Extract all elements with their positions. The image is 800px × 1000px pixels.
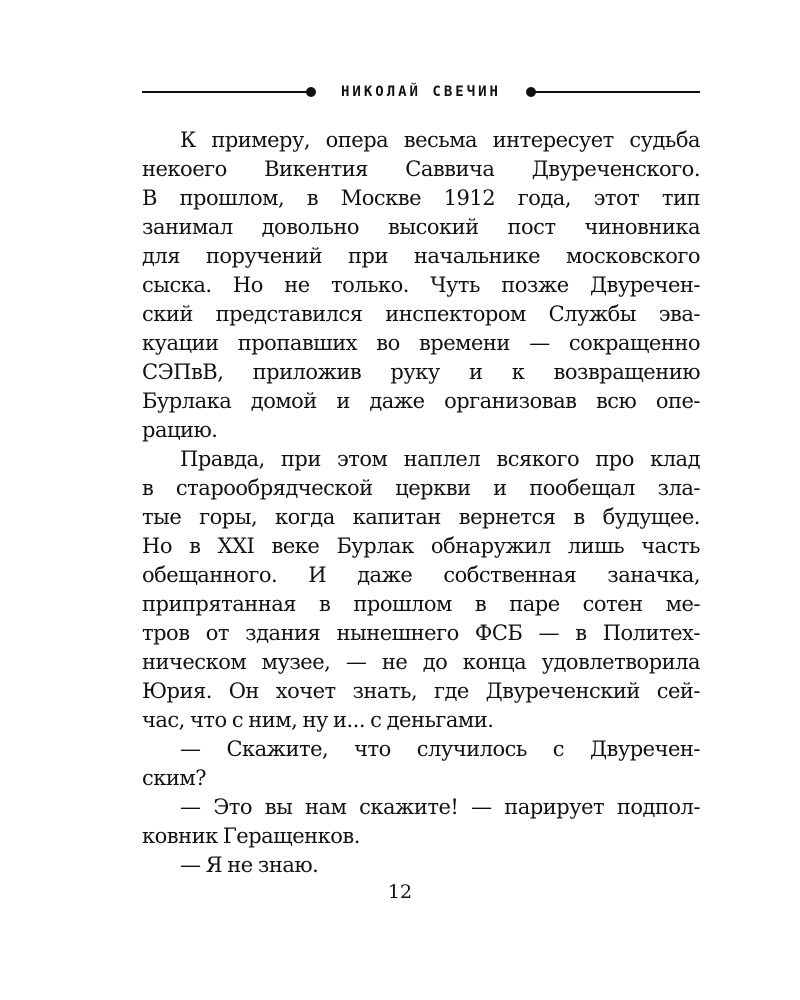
text-line: К примеру, опера весьма интересует судьба <box>180 128 700 152</box>
text-line: Бурлака домой и даже организовав всю опе- <box>142 389 700 413</box>
text-line: занимал довольно высокий пост чиновника <box>142 215 700 239</box>
text-line: час, что с ним, ну и... с деньгами. <box>142 708 494 732</box>
header-author: НИКОЛАЙ СВЕЧИН <box>340 84 501 100</box>
dialogue-line-2 <box>142 793 700 851</box>
text-line: тров от здания нынешнего ФСБ — в Политех- <box>142 621 700 645</box>
text-line: ковник Геращенков. <box>142 824 360 848</box>
text-line: ским? <box>142 766 206 790</box>
text-line: для поручений при начальнике московского <box>142 244 700 268</box>
text-line: — Это вы нам скажите! — парирует подпол- <box>180 795 700 819</box>
header-bullet-left <box>306 87 316 97</box>
text-line: некоего Викентия Саввича Двуреченского. <box>142 157 700 181</box>
paragraph-1 <box>142 126 700 445</box>
body-text <box>142 126 700 880</box>
text-line: — Я не знаю. <box>180 853 319 877</box>
text-line: Правда, при этом наплел всякого про клад <box>180 447 700 471</box>
text-line: — Скажите, что случилось с Двуречен- <box>180 737 700 761</box>
text-line: ническом музее, — не до конца удовлетворила <box>142 650 700 674</box>
text-line: тые горы, когда капитан вернется в будущее. <box>142 505 700 529</box>
header-rule-left <box>142 91 308 93</box>
running-header <box>142 82 700 102</box>
text-line: обещанного. И даже собственная заначка, <box>142 563 700 587</box>
text-line: СЭПвВ, приложив руку и к возвращению <box>142 360 700 384</box>
text-line: ский представился инспектором Службы эва- <box>142 302 700 326</box>
page-number: 12 <box>387 881 413 903</box>
dialogue-line-3 <box>142 851 700 880</box>
paragraph-2 <box>142 445 700 735</box>
text-line: Но в XXI веке Бурлак обнаружил лишь часть <box>142 534 700 558</box>
text-line: куации пропавших во времени — сокращенно <box>142 331 700 355</box>
text-line: В прошлом, в Москве 1912 года, этот тип <box>142 186 700 210</box>
text-line: в старообрядческой церкви и пообещал зла- <box>142 476 700 500</box>
text-line: рацию. <box>142 418 218 442</box>
text-line: сыска. Но не только. Чуть позже Двуречен- <box>142 273 700 297</box>
dialogue-line-1 <box>142 735 700 793</box>
text-line: Юрия. Он хочет знать, где Двуреченский сей- <box>142 679 700 703</box>
text-line: припрятанная в прошлом в паре сотен ме- <box>142 592 700 616</box>
header-rule-right <box>532 91 700 93</box>
